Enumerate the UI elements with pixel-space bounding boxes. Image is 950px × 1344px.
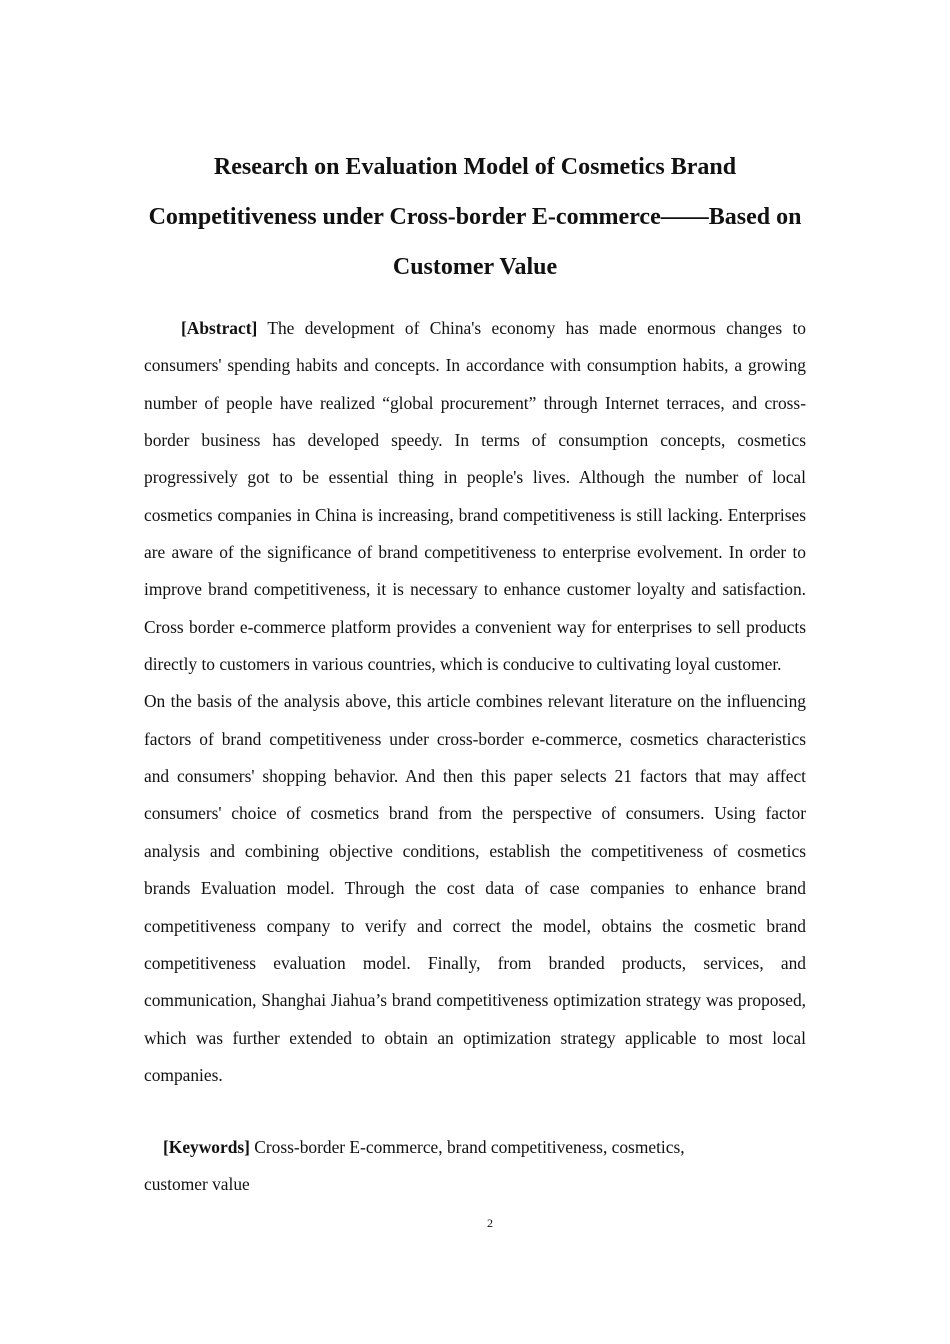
keywords-line-1: [144, 1129, 806, 1166]
keywords-label: [Keywords]: [163, 1137, 250, 1157]
keywords-text: Cross-border E-commerce, brand competitiveness, cosmetics,: [249, 1137, 685, 1157]
abstract-paragraph-1: [144, 310, 806, 683]
abstract-section: [144, 310, 806, 1094]
keywords-line-2: customer value: [144, 1174, 250, 1195]
abstract-paragraph-1-text: The development of China's economy has made enormous changes to consumers' spending habits and concepts. In accordance with consumption habits, a growing number of people have realized “global procurement” through Internet terraces, and cross-border business has developed speedy. In terms of consumption concepts, cosmetics progressively got to be essential thing in people's lives. Although the number of local cosmetics companies in China is increasing, brand competitiveness is still lacking. Enterprises are aware of the significance of brand competitiveness to enterprise evolvement. In order to improve brand competitiveness, it is necessary to enhance customer loyalty and satisfaction. Cross border e-commerce platform provides a convenient way for enterprises to sell products directly to customers in various countries, which is conducive to cultivating loyal customer.: [144, 318, 806, 675]
page-number: 2: [487, 1216, 493, 1230]
abstract-label: [Abstract]: [181, 318, 258, 338]
abstract-paragraph-2: On the basis of the analysis above, this article combines relevant literature on the influencing factors of brand competitiveness under cross-border e-commerce, cosmetics characteristics and consumers' shopping behavior. And then this paper selects 21 factors that may affect consumers' choice of cosmetics brand from the perspective of consumers. Using factor analysis and combining objective conditions, establish the competitiveness of cosmetics brands Evaluation model. Through the cost data of case companies to enhance brand competitiveness company to verify and correct the model, obtains the cosmetic brand competitiveness evaluation model. Finally, from branded products, services, and communication, Shanghai Jiahua’s brand competitiveness optimization strategy was proposed, which was further extended to obtain an optimization strategy applicable to most local companies.: [144, 691, 806, 1085]
keywords-section: [144, 1129, 806, 1204]
paper-title: Research on Evaluation Model of Cosmetics Brand Competitiveness under Cross-border E-commerce——Based on Customer Value: [148, 154, 802, 280]
